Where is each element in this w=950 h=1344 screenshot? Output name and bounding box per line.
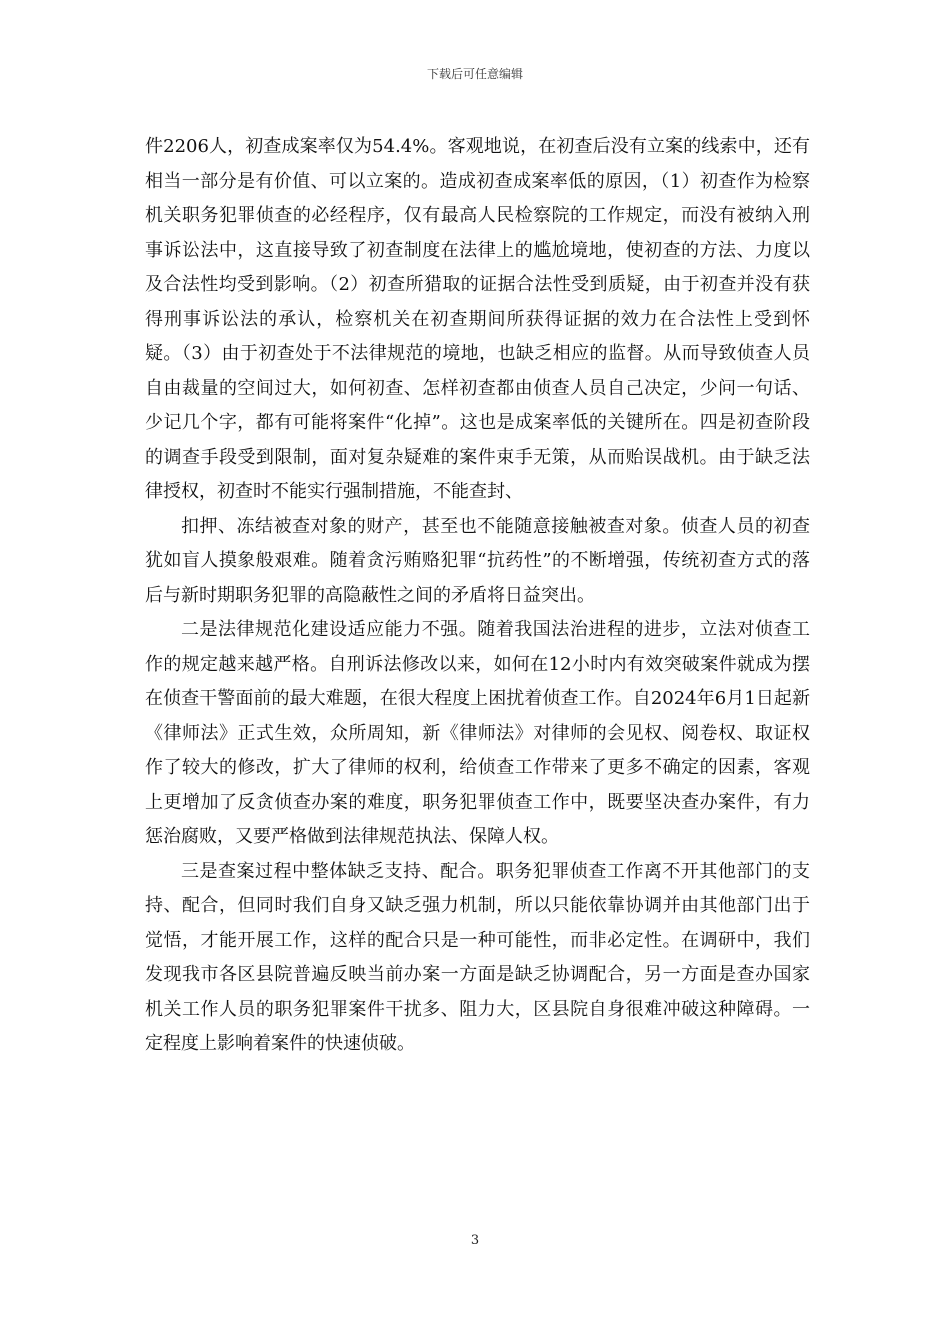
paragraph-1: 件2206人，初查成案率仅为54.4%。客观地说，在初查后没有立案的线索中，还有相当一部分是有价值、可以立案的。造成初查成案率低的原因，（1）初查作为检察机关职务犯罪侦查的必经程序，仅有最高人民检察院的工作规定，而没有被纳入刑事诉讼法中，这直接导致了初查制度在法律上的尴尬境地，使初查的方法、力度以及合法性均受到影响。（2）初查所猎取的证据合法性受到质疑，由于初查并没有获得刑事诉讼法的承认，检察机关在初查期间所获得证据的效力在合法性上受到怀疑。（3）由于初查处于不法律规范的境地，也缺乏相应的监督。从而导致侦查人员自由裁量的空间过大，如何初查、怎样初查都由侦查人员自己决定，少问一句话、少记几个字，都有可能将案件“化掉”。这也是成案率低的关键所在。四是初查阶段的调查手段受到限制，面对复杂疑难的案件束手无策，从而贻误战机。由于缺乏法律授权，初查时不能实行强制措施，不能查封、	[145, 136, 810, 502]
paragraph-2: 扣押、冻结被查对象的财产，甚至也不能随意接触被查对象。侦查人员的初查犹如盲人摸象般艰难。随着贪污贿赂犯罪“抗药性”的不断增强，传统初查方式的落后与新时期职务犯罪的高隐蔽性之间的矛盾将日益突出。	[145, 515, 810, 606]
paragraph-4: 三是查案过程中整体缺乏支持、配合。职务犯罪侦查工作离不开其他部门的支持、配合，但同时我们自身又缺乏强力机制，所以只能依靠协调并由其他部门出于觉悟，才能开展工作，这样的配合只是一种可能性，而非必定性。在调研中，我们发现我市各区县院普遍反映当前办案一方面是缺乏协调配合，另一方面是查办国家机关工作人员的职务犯罪案件干扰多、阻力大，区县院自身很难冲破这种障碍。一定程度上影响着案件的快速侦破。	[145, 860, 810, 1054]
document-body	[145, 130, 810, 1062]
page-header: 下载后可任意编辑	[426, 67, 523, 81]
paragraph-3: 二是法律规范化建设适应能力不强。随着我国法治进程的进步，立法对侦查工作的规定越来越严格。自刑诉法修改以来，如何在12小时内有效突破案件就成为摆在侦查干警面前的最大难题，在很大程度上困扰着侦查工作。自2024年6月1日起新《律师法》正式生效，众所周知，新《律师法》对律师的会见权、阅卷权、取证权作了较大的修改，扩大了律师的权利，给侦查工作带来了更多不确定的因素，客观上更增加了反贪侦查办案的难度，职务犯罪侦查工作中，既要坚决查办案件，有力惩治腐败，又要严格做到法律规范执法、保障人权。	[145, 619, 810, 847]
page-number: 3	[470, 1233, 480, 1248]
